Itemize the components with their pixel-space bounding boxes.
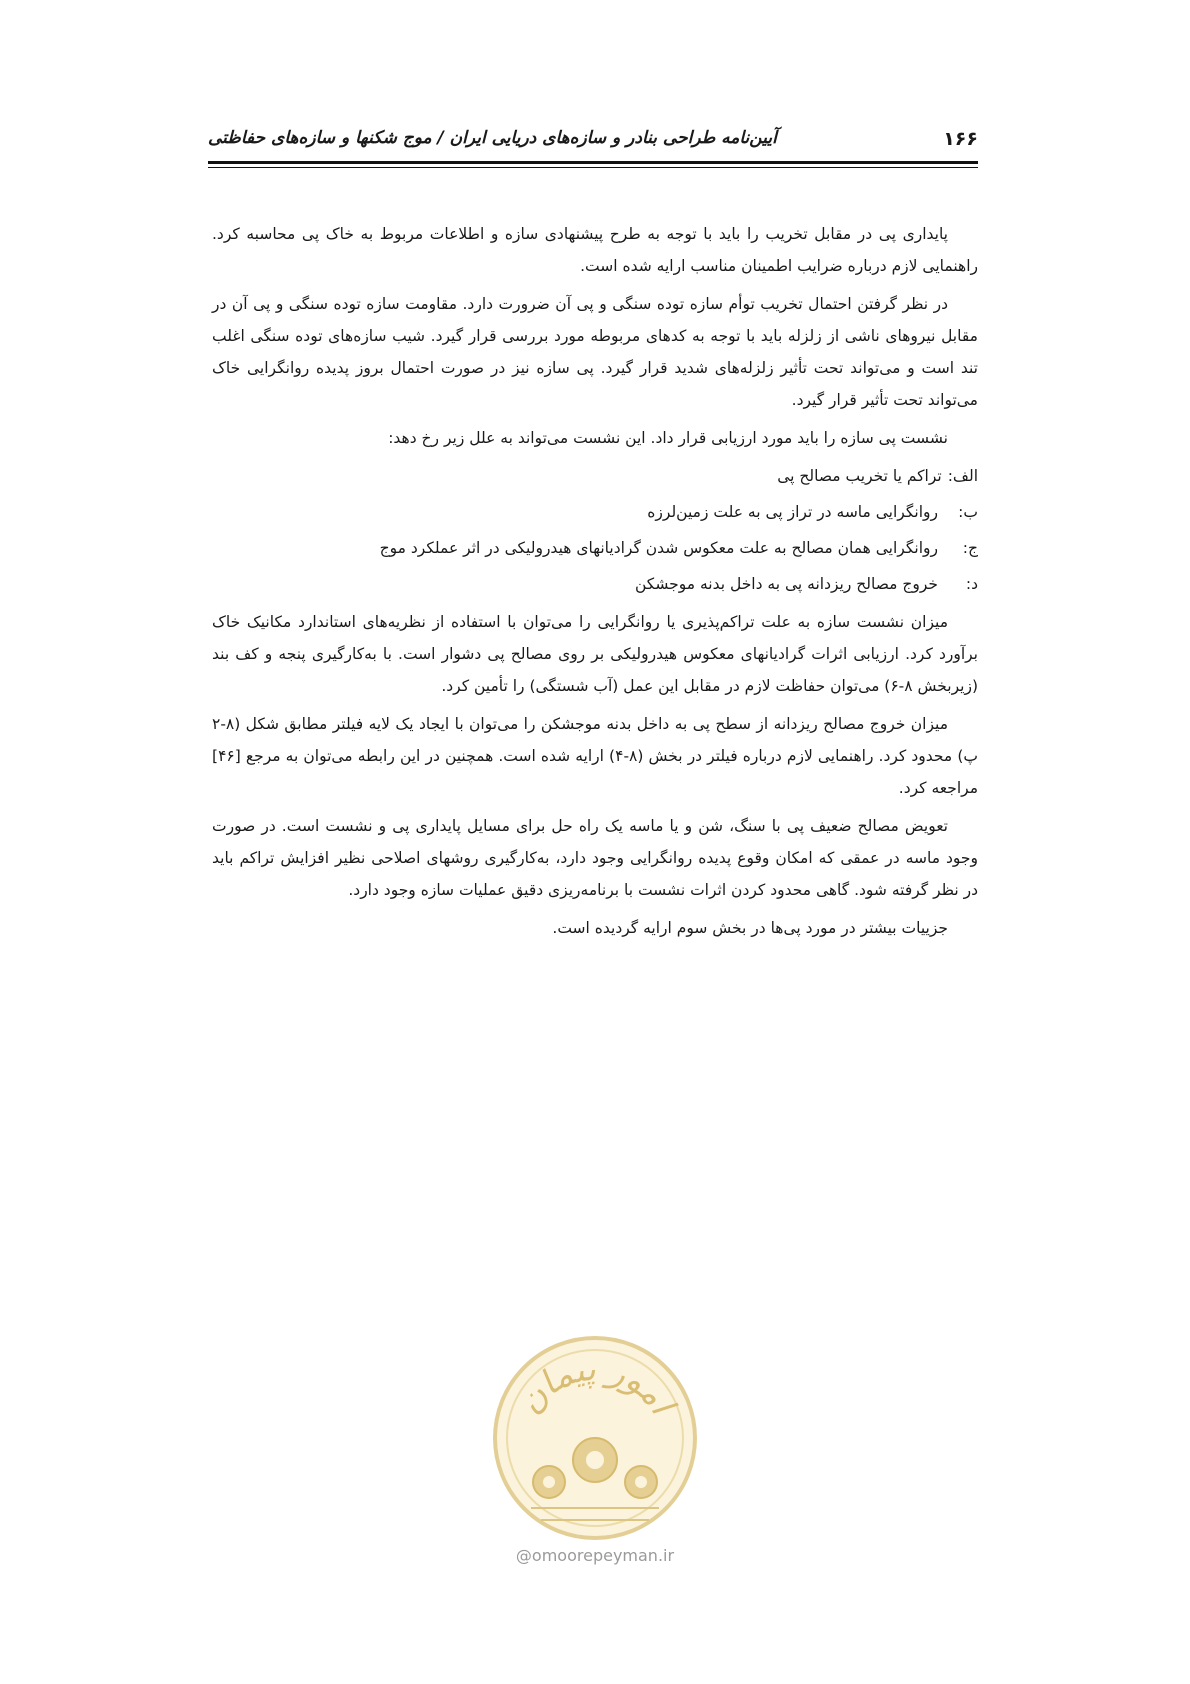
list-marker: د: — [965, 575, 978, 593]
header-rule-thick — [208, 161, 978, 164]
list-item-text: خروج مصالح ریزدانه پی به داخل بدنه موجشکن — [634, 575, 938, 593]
list-marker: ج: — [962, 539, 978, 557]
header-rule-thin — [208, 167, 978, 168]
list-item-text: تراکم یا تخریب مصالح پی — [777, 467, 942, 485]
paragraph: پایداری پی در مقابل تخریب را باید با توجه به طرح پیشنهادی سازه و اطلاعات مربوط به خاک پی محاسبه کرد. راهنمایی لازم درباره ضرایب اطمینان مناسب ارایه شده است. — [212, 225, 978, 275]
watermark-url: @omoorepeyman.ir — [515, 1546, 675, 1565]
list-item-text: روانگرایی همان مصالح به علت معکوس شدن گرادیانهای هیدرولیکی در اثر عملکرد موج — [379, 539, 938, 557]
list-item — [212, 460, 978, 492]
list-item — [212, 568, 978, 600]
paragraph: در نظر گرفتن احتمال تخریب توأم سازه توده سنگی و پی آن ضرورت دارد. مقاومت سازه توده سنگی و پی آن در مقابل نیروهای ناشی از زلزله باید با توجه به کدهای مربوطه مورد بررسی قرار گیرد. شیب سازه‌های توده سنگی اغلب تند است و می‌تواند تحت تأثیر زلزله‌های شدید قرار گیرد. پی سازه نیز در صورت احتمال بروز پدیده روانگرایی خاک می‌تواند تحت تأثیر قرار گیرد. — [212, 295, 978, 409]
paragraph: جزییات بیشتر در مورد پی‌ها در بخش سوم ارایه گردیده است. — [552, 919, 948, 937]
list-item — [212, 496, 978, 528]
paragraph: میزان نشست سازه به علت تراکم‌پذیری یا روانگرایی را می‌توان با استفاده از نظریه‌های استاندارد مکانیک خاک برآورد کرد. ارزیابی اثرات گرادیانهای معکوس هیدرولیکی بر روی مصالح پی دشوار است. با به‌کارگیری پنجه و کف بند (زیربخش ۸-۶) می‌توان حفاظت لازم در مقابل این عمل (آب شستگی) را تأمین کرد. — [212, 613, 978, 695]
paragraph: میزان خروج مصالح ریزدانه از سطح پی به داخل بدنه موجشکن را می‌توان با ایجاد یک لایه فیلتر مطابق شکل (۸-۲ پ) محدود کرد. راهنمایی لازم درباره فیلتر در بخش (۸-۴) ارایه شده است. همچنین در این رابطه می‌توان به مرجع [۴۶] مراجعه کرد. — [212, 715, 978, 797]
running-title: آیین‌نامه طراحی بنادر و سازه‌های دریایی ایران / موج شکنها و سازه‌های حفاظتی — [208, 128, 777, 148]
list-item — [212, 532, 978, 564]
list-marker: ب: — [958, 503, 978, 521]
causes-list — [212, 460, 978, 600]
svg-text:امور پیمان: امور پیمان — [509, 1348, 682, 1422]
body-text — [212, 218, 978, 950]
paragraph: نشست پی سازه را باید مورد ارزیابی قرار داد. این نشست می‌تواند به علل زیر رخ دهد: — [388, 429, 948, 447]
page-number: ۱۶۶ — [943, 128, 978, 150]
list-item-text: روانگرایی ماسه در تراز پی به علت زمین‌لرزه — [647, 503, 938, 521]
watermark-logo-icon — [487, 1330, 703, 1546]
running-header — [208, 128, 978, 152]
paragraph: تعویض مصالح ضعیف پی با سنگ، شن و یا ماسه یک راه حل برای مسایل پایداری پی و نشست است. در صورت وجود ماسه در عمقی که امکان وقوع پدیده روانگرایی وجود دارد، به‌کارگیری روشهای اصلاحی نظیر افزایش تراکم باید در نظر گرفته شود. گاهی محدود کردن اثرات نشست با برنامه‌ریزی دقیق عملیات سازه وجود دارد. — [212, 817, 978, 899]
list-marker: الف: — [947, 467, 978, 485]
